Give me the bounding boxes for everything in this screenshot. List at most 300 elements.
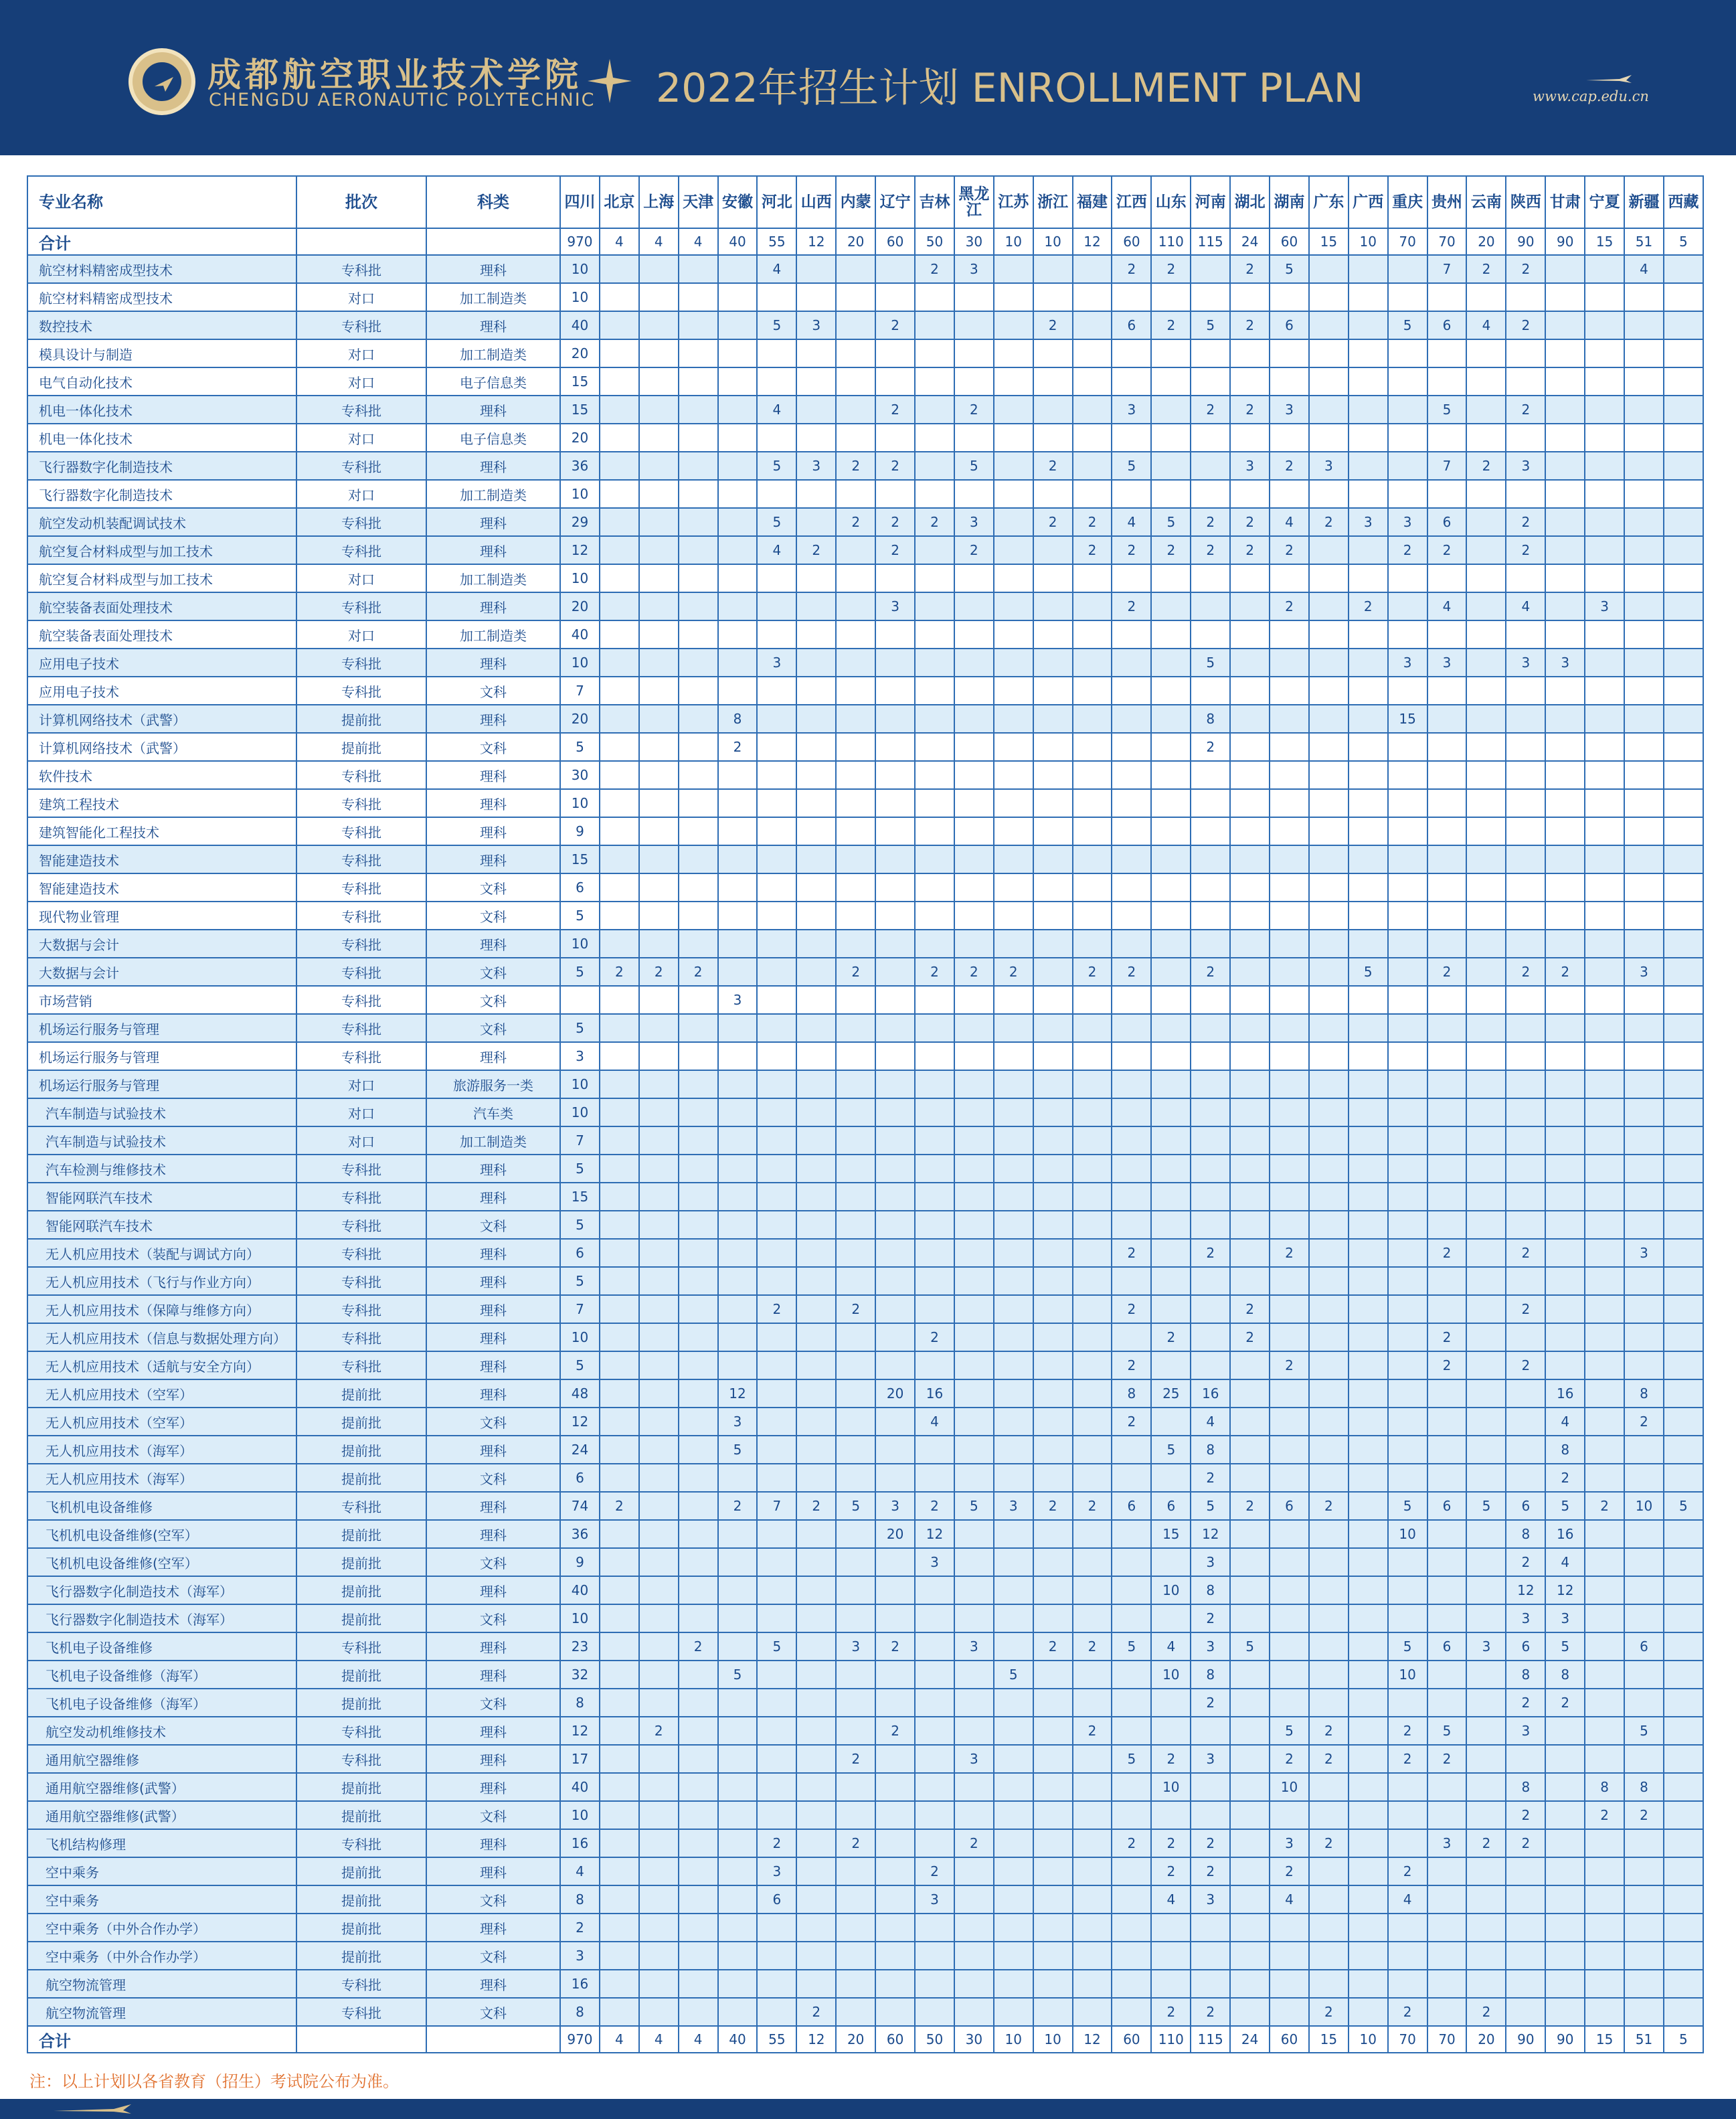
total-row (27, 2026, 1703, 2053)
quota-cell (1033, 958, 1073, 986)
quota-cell (600, 1998, 639, 2026)
quota-cell (836, 1464, 875, 1492)
quota-cell (915, 339, 954, 367)
major-name: 飞行器数字化制造技术（海军） (27, 1604, 296, 1632)
quota-cell (639, 1998, 679, 2026)
quota-cell: 12 (560, 1408, 600, 1436)
category-cell: 文科 (426, 958, 560, 986)
quota-cell: 4 (757, 536, 796, 564)
batch-cell: 提前批 (296, 1914, 426, 1942)
quota-cell (994, 1295, 1033, 1323)
quota-cell (1664, 902, 1703, 930)
quota-cell (1191, 902, 1230, 930)
quota-cell (1349, 1239, 1388, 1267)
header-province: 云南 (1466, 176, 1506, 228)
quota-cell (836, 1914, 875, 1942)
quota-cell (1664, 536, 1703, 564)
category-cell: 理科 (426, 508, 560, 536)
quota-cell (1545, 1745, 1585, 1773)
quota-cell: 16 (560, 1829, 600, 1857)
quota-cell (600, 1098, 639, 1126)
quota-cell (639, 396, 679, 424)
quota-cell (1309, 396, 1349, 424)
quota-cell (875, 1829, 915, 1857)
quota-cell (915, 1183, 954, 1211)
quota-cell: 2 (1151, 1745, 1191, 1773)
quota-cell (718, 1632, 758, 1661)
quota-cell: 3 (1545, 1604, 1585, 1632)
quota-cell (1585, 1267, 1624, 1295)
quota-cell (1545, 620, 1585, 649)
quota-cell: 2 (1112, 592, 1151, 620)
quota-cell (1309, 1126, 1349, 1155)
quota-cell (1349, 1717, 1388, 1745)
quota-cell (1388, 1351, 1427, 1379)
quota-cell (1191, 1183, 1230, 1211)
quota-cell (954, 761, 994, 789)
quota-cell (757, 1801, 796, 1829)
quota-cell (1270, 1267, 1309, 1295)
quota-cell: 2 (1270, 1857, 1309, 1885)
quota-cell (757, 592, 796, 620)
quota-cell (679, 1351, 718, 1379)
quota-cell (1427, 1689, 1467, 1717)
quota-cell (954, 1576, 994, 1604)
quota-cell (639, 1970, 679, 1998)
quota-cell (954, 1661, 994, 1689)
quota-cell: 12 (915, 1520, 954, 1548)
header-province: 湖北 (1230, 176, 1270, 228)
quota-cell (600, 1014, 639, 1042)
quota-cell (1309, 1323, 1349, 1351)
total-cell: 70 (1388, 228, 1427, 255)
quota-cell (718, 564, 758, 592)
quota-cell (757, 1520, 796, 1548)
quota-cell (1270, 1998, 1309, 2026)
quota-cell (1112, 1604, 1151, 1632)
quota-cell (1506, 1014, 1545, 1042)
quota-cell: 3 (1506, 452, 1545, 480)
quota-cell: 4 (1427, 592, 1467, 620)
batch-cell: 对口 (296, 480, 426, 508)
quota-cell: 2 (1073, 958, 1112, 986)
header-category: 科类 (426, 176, 560, 228)
header-province: 广东 (1309, 176, 1349, 228)
quota-cell (718, 1689, 758, 1717)
quota-cell (718, 789, 758, 817)
total-cell: 60 (1270, 2026, 1309, 2053)
quota-cell (1664, 817, 1703, 845)
quota-cell (1270, 1183, 1309, 1211)
quota-cell (1230, 1239, 1270, 1267)
quota-cell (1349, 1042, 1388, 1070)
quota-cell (1585, 1970, 1624, 1998)
quota-cell (639, 733, 679, 761)
quota-cell (1664, 1857, 1703, 1885)
category-cell: 文科 (426, 873, 560, 902)
quota-cell (1585, 396, 1624, 424)
quota-cell (1545, 1970, 1585, 1998)
quota-cell (1506, 1857, 1545, 1885)
quota-cell (1033, 1717, 1073, 1745)
quota-cell (1664, 1042, 1703, 1070)
quota-cell (639, 508, 679, 536)
quota-cell (1230, 1408, 1270, 1436)
quota-cell: 7 (560, 1295, 600, 1323)
quota-cell (1033, 1829, 1073, 1857)
quota-cell: 2 (875, 1632, 915, 1661)
quota-cell (757, 1689, 796, 1717)
quota-cell (600, 1239, 639, 1267)
category-cell: 理科 (426, 1267, 560, 1295)
quota-cell (1664, 1942, 1703, 1970)
quota-cell (1073, 1126, 1112, 1155)
quota-cell (836, 1239, 875, 1267)
quota-cell (1585, 1098, 1624, 1126)
quota-cell (600, 367, 639, 396)
quota-cell (757, 339, 796, 367)
quota-cell: 8 (1191, 1576, 1230, 1604)
quota-cell (1427, 1267, 1467, 1295)
quota-cell (954, 1408, 994, 1436)
quota-cell (639, 1942, 679, 1970)
quota-cell (1151, 1464, 1191, 1492)
quota-cell (1664, 1379, 1703, 1408)
batch-cell: 提前批 (296, 1576, 426, 1604)
quota-cell: 40 (560, 1576, 600, 1604)
quota-cell (1506, 1885, 1545, 1914)
quota-cell (836, 1351, 875, 1379)
quota-cell (1349, 1183, 1388, 1211)
quota-cell (1349, 1464, 1388, 1492)
quota-cell (1112, 1970, 1151, 1998)
quota-cell (718, 1520, 758, 1548)
quota-cell (1151, 1267, 1191, 1295)
quota-cell (1230, 1576, 1270, 1604)
quota-cell: 6 (1624, 1632, 1664, 1661)
quota-cell (1033, 1070, 1073, 1098)
quota-cell (1466, 480, 1506, 508)
quota-cell (954, 1070, 994, 1098)
quota-cell (1545, 1155, 1585, 1183)
quota-cell (1309, 1885, 1349, 1914)
quota-cell (796, 620, 836, 649)
quota-cell: 10 (1270, 1773, 1309, 1801)
table-row (27, 1914, 1703, 1942)
quota-cell (1585, 817, 1624, 845)
quota-cell: 8 (1624, 1773, 1664, 1801)
quota-cell (1506, 1998, 1545, 2026)
header-province: 宁夏 (1585, 176, 1624, 228)
quota-cell (836, 1379, 875, 1408)
quota-cell (1033, 1295, 1073, 1323)
quota-cell (836, 536, 875, 564)
quota-cell (757, 817, 796, 845)
quota-cell (1151, 677, 1191, 705)
table-row (27, 649, 1703, 677)
quota-cell (1309, 424, 1349, 452)
quota-cell (1585, 564, 1624, 592)
quota-cell (679, 1492, 718, 1520)
quota-cell (1309, 620, 1349, 649)
total-cell: 55 (757, 228, 796, 255)
quota-cell (1309, 1520, 1349, 1548)
quota-cell (915, 845, 954, 873)
quota-cell (1349, 424, 1388, 452)
major-name: 通用航空器维修(武警） (27, 1773, 296, 1801)
quota-cell (915, 1126, 954, 1155)
quota-cell (836, 367, 875, 396)
quota-cell (915, 592, 954, 620)
quota-cell: 2 (796, 536, 836, 564)
quota-cell (1388, 1604, 1427, 1632)
table-row (27, 1885, 1703, 1914)
quota-cell (836, 1661, 875, 1689)
quota-cell (1230, 1183, 1270, 1211)
quota-cell (1545, 845, 1585, 873)
quota-cell: 4 (1506, 592, 1545, 620)
quota-cell (1073, 1745, 1112, 1773)
quota-cell: 5 (560, 902, 600, 930)
quota-cell (1506, 1970, 1545, 1998)
batch-cell: 提前批 (296, 1661, 426, 1689)
quota-cell (836, 789, 875, 817)
total-cell: 60 (875, 228, 915, 255)
quota-cell (1624, 1857, 1664, 1885)
quota-cell (1427, 1942, 1467, 1970)
header-province: 浙江 (1033, 176, 1073, 228)
quota-cell (1033, 1576, 1073, 1604)
quota-cell (1270, 424, 1309, 452)
total-cell: 12 (796, 228, 836, 255)
quota-cell (1270, 649, 1309, 677)
quota-cell: 2 (1191, 733, 1230, 761)
quota-cell: 7 (1427, 452, 1467, 480)
quota-cell (836, 1155, 875, 1183)
quota-cell (1073, 1914, 1112, 1942)
quota-cell (1112, 1661, 1151, 1689)
quota-cell (954, 930, 994, 958)
major-name: 大数据与会计 (27, 958, 296, 986)
quota-cell: 20 (560, 339, 600, 367)
quota-cell (1112, 1323, 1151, 1351)
quota-cell (757, 1661, 796, 1689)
quota-cell: 6 (1506, 1492, 1545, 1520)
quota-cell (1466, 1183, 1506, 1211)
table-row (27, 283, 1703, 311)
quota-cell (1112, 1098, 1151, 1126)
quota-cell: 10 (560, 789, 600, 817)
quota-cell (1230, 1070, 1270, 1098)
quota-cell (1112, 1042, 1151, 1070)
quota-cell (954, 620, 994, 649)
quota-cell (796, 1914, 836, 1942)
quota-cell: 2 (1309, 1745, 1349, 1773)
quota-cell (1585, 761, 1624, 789)
quota-cell (679, 1885, 718, 1914)
quota-cell (1388, 1576, 1427, 1604)
quota-cell (1073, 1857, 1112, 1885)
quota-cell (1073, 1211, 1112, 1239)
quota-cell (1545, 592, 1585, 620)
quota-cell (1270, 1323, 1309, 1351)
quota-cell (1388, 1829, 1427, 1857)
quota-cell (994, 255, 1033, 283)
quota-cell (1466, 1689, 1506, 1717)
quota-cell: 2 (1270, 1239, 1309, 1267)
quota-cell (1191, 845, 1230, 873)
quota-cell (1073, 1548, 1112, 1576)
quota-cell (796, 339, 836, 367)
quota-cell (1664, 1717, 1703, 1745)
quota-cell (718, 1126, 758, 1155)
quota-cell (600, 1857, 639, 1885)
total-cell: 970 (560, 2026, 600, 2053)
quota-cell (915, 1661, 954, 1689)
quota-cell (1112, 1773, 1151, 1801)
quota-cell (1191, 1211, 1230, 1239)
category-cell: 理科 (426, 1351, 560, 1379)
quota-cell (718, 508, 758, 536)
quota-cell (1427, 677, 1467, 705)
major-name: 模具设计与制造 (27, 339, 296, 367)
quota-cell (1033, 1745, 1073, 1773)
batch-cell: 专科批 (296, 1211, 426, 1239)
quota-cell (1073, 1661, 1112, 1689)
quota-cell (994, 1745, 1033, 1773)
quota-cell (1309, 283, 1349, 311)
quota-cell (1230, 1436, 1270, 1464)
quota-cell (1466, 873, 1506, 902)
batch-cell: 专科批 (296, 255, 426, 283)
quota-cell (1112, 930, 1151, 958)
category-cell: 文科 (426, 1604, 560, 1632)
quota-cell (718, 1323, 758, 1351)
quota-cell (1545, 311, 1585, 339)
quota-cell (836, 424, 875, 452)
quota-cell: 2 (1033, 311, 1073, 339)
quota-cell (1664, 1239, 1703, 1267)
quota-cell (836, 1436, 875, 1464)
quota-cell: 2 (1151, 1857, 1191, 1885)
quota-cell: 5 (1191, 649, 1230, 677)
batch-cell: 专科批 (296, 649, 426, 677)
quota-cell: 4 (1624, 255, 1664, 283)
quota-cell (954, 480, 994, 508)
quota-cell: 10 (560, 283, 600, 311)
quota-cell (1112, 424, 1151, 452)
quota-cell (1624, 705, 1664, 733)
quota-cell (1664, 1211, 1703, 1239)
quota-cell (1585, 733, 1624, 761)
quota-cell (796, 789, 836, 817)
quota-cell: 5 (1191, 1492, 1230, 1520)
quota-cell (1388, 789, 1427, 817)
table-row (27, 1408, 1703, 1436)
total-cell: 970 (560, 228, 600, 255)
quota-cell (954, 1885, 994, 1914)
quota-cell (639, 1183, 679, 1211)
quota-cell (1585, 677, 1624, 705)
quota-cell (836, 1183, 875, 1211)
quota-cell (875, 1267, 915, 1295)
quota-cell (994, 1632, 1033, 1661)
quota-cell (1506, 1155, 1545, 1183)
quota-cell (915, 367, 954, 396)
quota-cell (836, 1885, 875, 1914)
total-cell: 20 (836, 2026, 875, 2053)
quota-cell (994, 396, 1033, 424)
category-cell: 理科 (426, 1829, 560, 1857)
quota-cell (1466, 733, 1506, 761)
quota-cell (1427, 339, 1467, 367)
quota-cell (600, 649, 639, 677)
quota-cell (1545, 1014, 1585, 1042)
quota-cell (1427, 845, 1467, 873)
quota-cell: 15 (1151, 1520, 1191, 1548)
category-cell: 文科 (426, 1689, 560, 1717)
quota-cell: 2 (1506, 1829, 1545, 1857)
quota-cell: 2 (954, 536, 994, 564)
quota-cell (757, 677, 796, 705)
quota-cell (1427, 367, 1467, 396)
header-province: 辽宁 (875, 176, 915, 228)
quota-cell: 2 (1033, 1492, 1073, 1520)
quota-cell (1545, 817, 1585, 845)
major-name: 现代物业管理 (27, 902, 296, 930)
quota-cell (600, 592, 639, 620)
quota-cell: 2 (1230, 508, 1270, 536)
quota-cell (836, 1970, 875, 1998)
quota-cell: 5 (1230, 1632, 1270, 1661)
quota-cell (1309, 255, 1349, 283)
quota-cell: 5 (994, 1661, 1033, 1689)
batch-cell: 对口 (296, 283, 426, 311)
quota-cell: 2 (1427, 1351, 1467, 1379)
quota-cell (1506, 564, 1545, 592)
quota-cell: 7 (1427, 255, 1467, 283)
category-cell: 加工制造类 (426, 564, 560, 592)
quota-cell (1033, 1970, 1073, 1998)
quota-cell (600, 1070, 639, 1098)
major-name: 建筑工程技术 (27, 789, 296, 817)
quota-cell (994, 1970, 1033, 1998)
quota-cell (1624, 396, 1664, 424)
quota-cell (1349, 1829, 1388, 1857)
category-cell: 文科 (426, 1408, 560, 1436)
quota-cell (1466, 1942, 1506, 1970)
quota-cell (1427, 1464, 1467, 1492)
quota-cell (1033, 930, 1073, 958)
quota-cell (718, 1014, 758, 1042)
quota-cell (954, 1436, 994, 1464)
quota-cell: 10 (1388, 1661, 1427, 1689)
quota-cell: 2 (1073, 508, 1112, 536)
quota-cell: 8 (1191, 705, 1230, 733)
batch-cell: 提前批 (296, 1464, 426, 1492)
quota-cell (1151, 1689, 1191, 1717)
quota-cell (1624, 1661, 1664, 1689)
quota-cell (1388, 873, 1427, 902)
quota-cell (1309, 536, 1349, 564)
quota-cell (1033, 789, 1073, 817)
quota-cell (718, 1942, 758, 1970)
quota-cell (836, 1070, 875, 1098)
batch-cell: 专科批 (296, 1239, 426, 1267)
quota-cell (836, 1267, 875, 1295)
quota-cell (1466, 1155, 1506, 1183)
quota-cell (1033, 396, 1073, 424)
